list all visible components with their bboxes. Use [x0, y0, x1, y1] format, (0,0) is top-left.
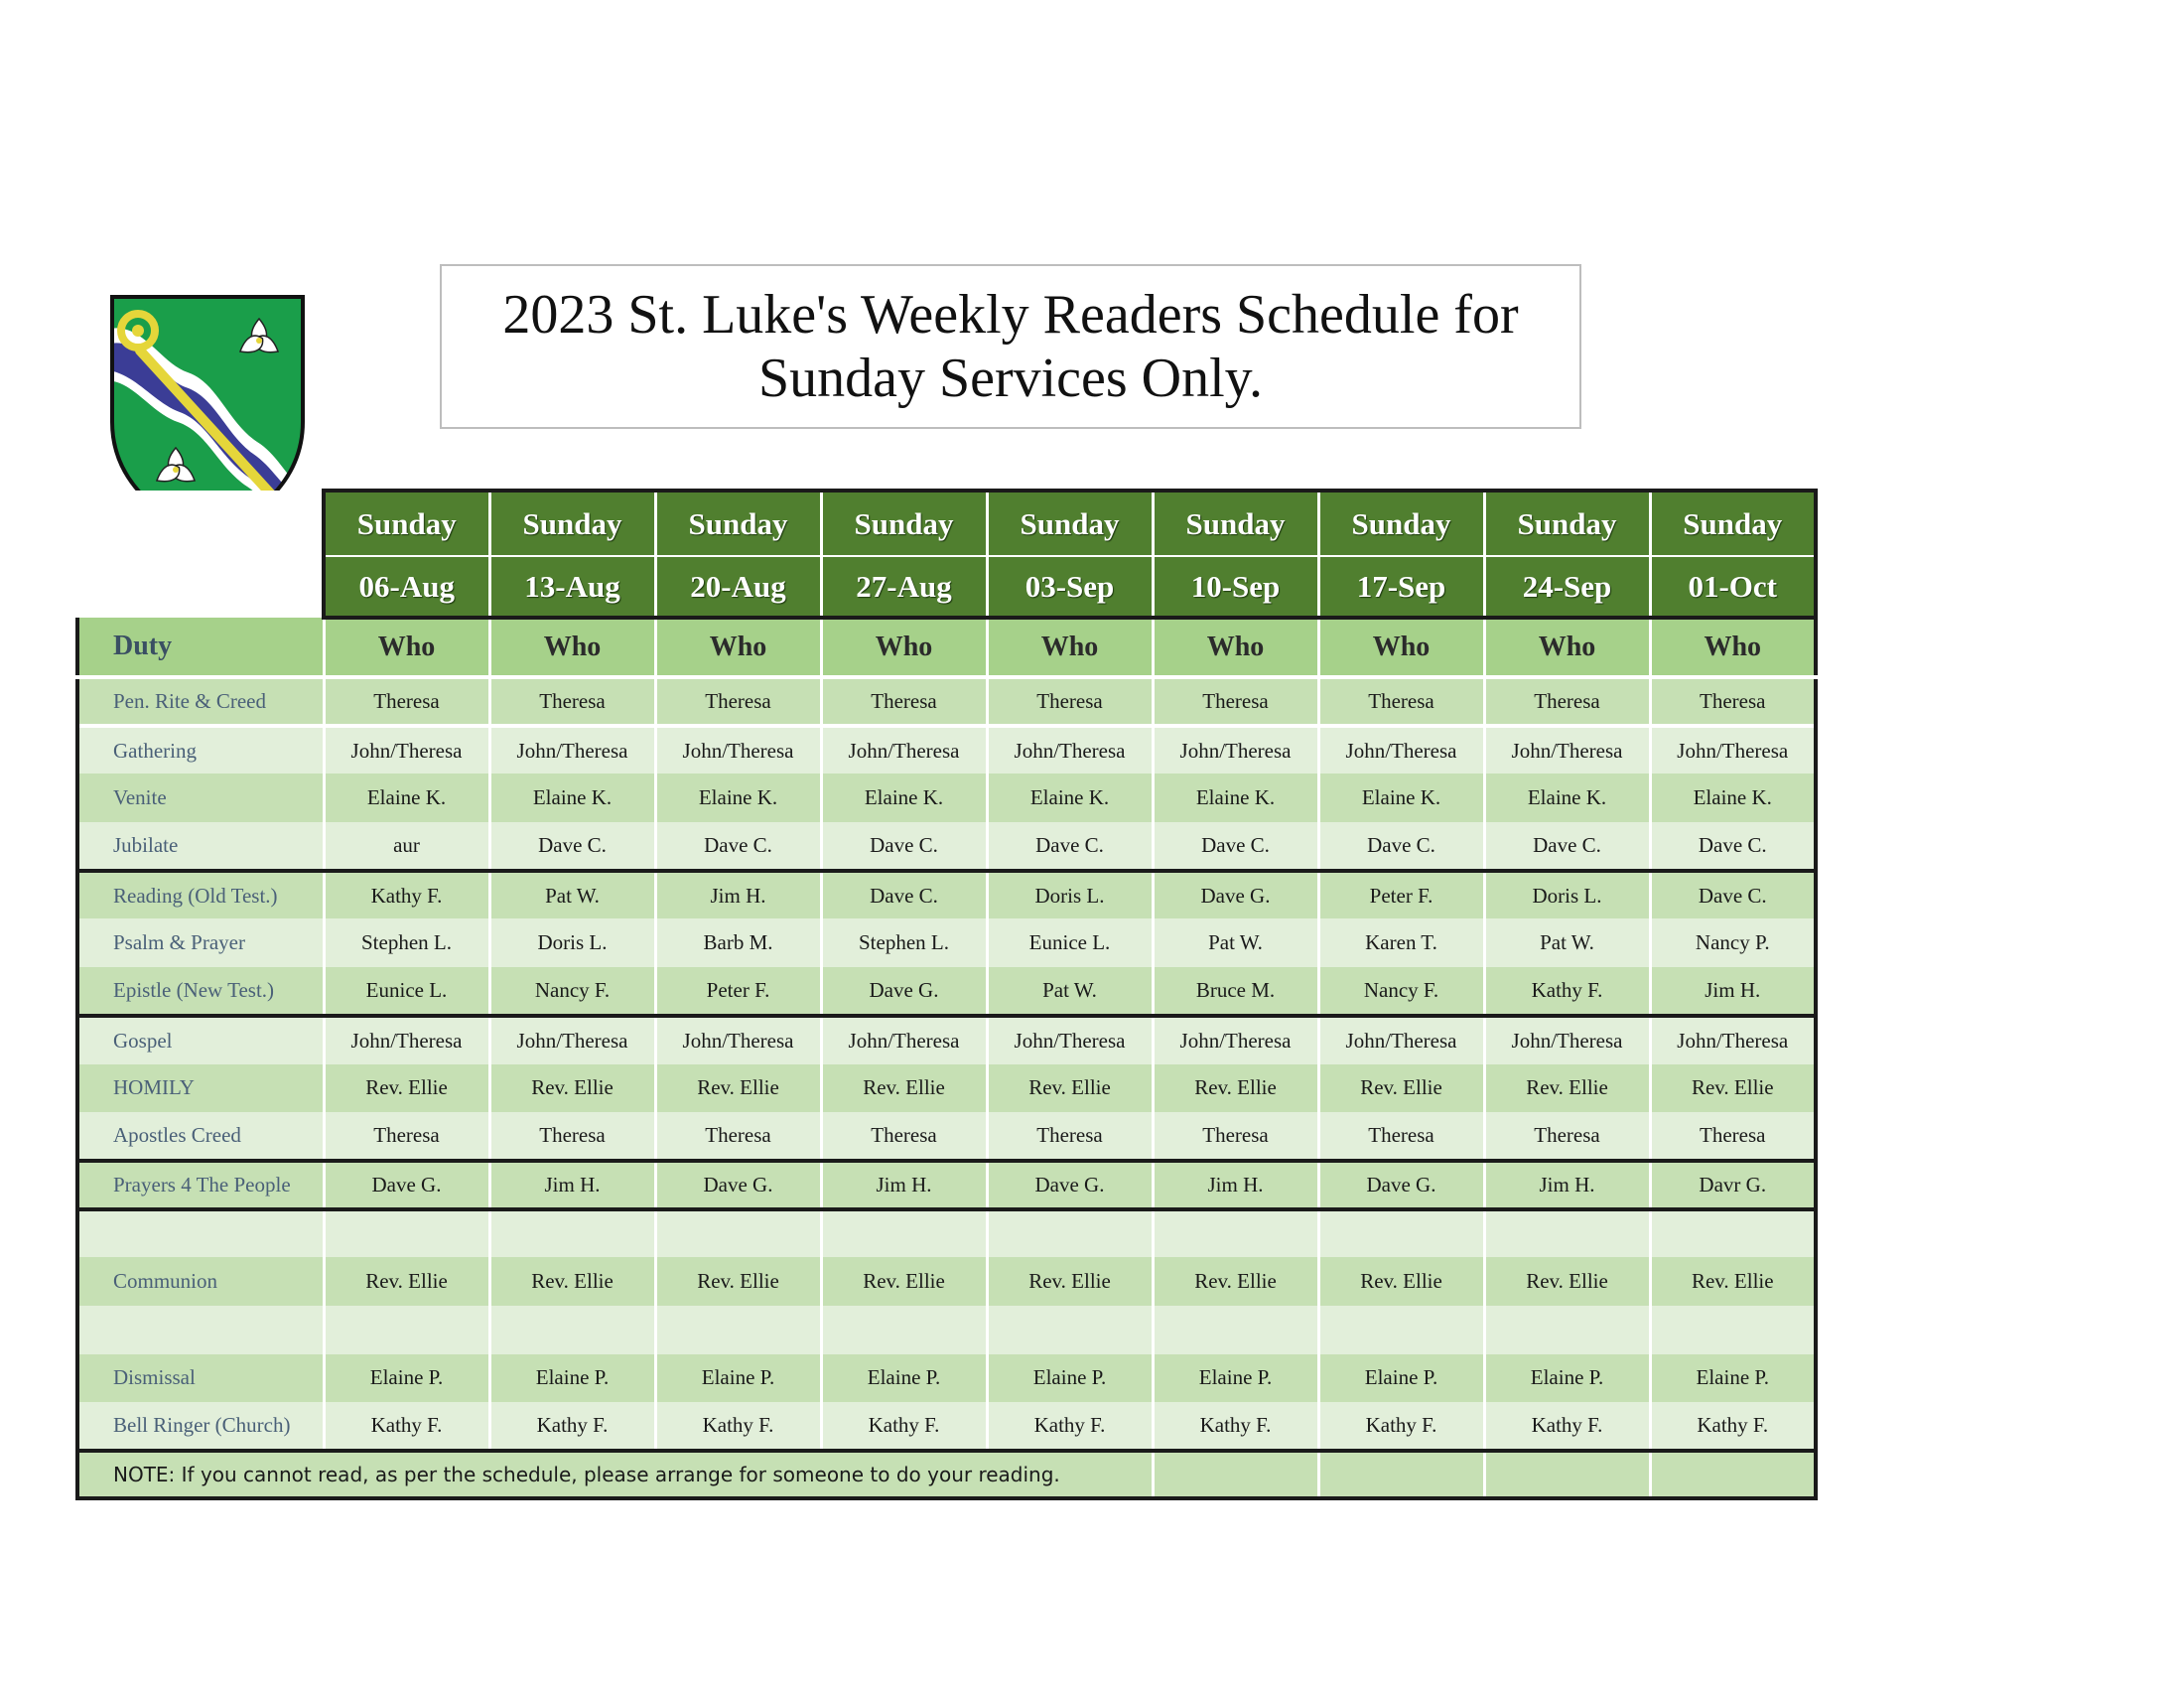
- header-day-cell: Sunday: [987, 491, 1153, 556]
- who-column-header: Who: [655, 618, 821, 677]
- header-date-cell: 20-Aug: [655, 556, 821, 618]
- note-filler-cell: [1153, 1451, 1318, 1498]
- duty-label: Epistle (New Test.): [77, 967, 324, 1016]
- reader-cell: Davr G.: [1650, 1161, 1816, 1209]
- reader-cell: Nancy F.: [489, 967, 655, 1016]
- reader-cell: [987, 1306, 1153, 1354]
- header-date-row: [77, 556, 1816, 618]
- reader-cell: John/Theresa: [1153, 1016, 1318, 1064]
- reader-cell: Pat W.: [987, 967, 1153, 1016]
- duty-label: Bell Ringer (Church): [77, 1402, 324, 1451]
- schedule-row: [77, 1064, 1816, 1113]
- reader-cell: Kathy F.: [489, 1402, 655, 1451]
- header-day-cell: Sunday: [489, 491, 655, 556]
- reader-cell: Pat W.: [1484, 918, 1650, 967]
- header-blank: [77, 556, 324, 618]
- schedule-row: [77, 726, 1816, 774]
- title-line-2: Sunday Services Only.: [757, 348, 1264, 409]
- reader-cell: Dave C.: [1153, 822, 1318, 871]
- reader-cell: Stephen L.: [324, 918, 489, 967]
- header-day-cell: Sunday: [1650, 491, 1816, 556]
- reader-cell: Dave G.: [1318, 1161, 1484, 1209]
- duty-label: Apostles Creed: [77, 1112, 324, 1161]
- reader-cell: Jim H.: [1650, 967, 1816, 1016]
- reader-cell: Kathy F.: [655, 1402, 821, 1451]
- who-column-header: Who: [821, 618, 987, 677]
- reader-cell: Dave C.: [1484, 822, 1650, 871]
- schedule-row: [77, 1161, 1816, 1209]
- reader-cell: [1318, 1209, 1484, 1258]
- reader-cell: Elaine P.: [821, 1354, 987, 1403]
- schedule-row: [77, 1402, 1816, 1451]
- who-column-header: Who: [1484, 618, 1650, 677]
- reader-cell: John/Theresa: [324, 1016, 489, 1064]
- reader-cell: Elaine K.: [1650, 774, 1816, 822]
- reader-cell: Eunice L.: [987, 918, 1153, 967]
- reader-cell: Eunice L.: [324, 967, 489, 1016]
- reader-cell: Theresa: [655, 677, 821, 726]
- reader-cell: Rev. Ellie: [1318, 1064, 1484, 1113]
- schedule-row: [77, 774, 1816, 822]
- reader-cell: Bruce M.: [1153, 967, 1318, 1016]
- reader-cell: Kathy F.: [1484, 967, 1650, 1016]
- reader-cell: Peter F.: [655, 967, 821, 1016]
- reader-cell: Doris L.: [489, 918, 655, 967]
- reader-cell: [821, 1209, 987, 1258]
- reader-cell: Pat W.: [489, 871, 655, 919]
- reader-cell: Elaine P.: [1318, 1354, 1484, 1403]
- note-filler-cell: [1650, 1451, 1816, 1498]
- reader-cell: Dave G.: [324, 1161, 489, 1209]
- header-day-cell: Sunday: [655, 491, 821, 556]
- who-column-header: Who: [1153, 618, 1318, 677]
- reader-cell: Elaine P.: [655, 1354, 821, 1403]
- reader-cell: John/Theresa: [1484, 726, 1650, 774]
- reader-cell: Rev. Ellie: [324, 1257, 489, 1306]
- reader-cell: Theresa: [1153, 677, 1318, 726]
- readers-schedule: [75, 489, 1818, 1500]
- reader-cell: Kathy F.: [1484, 1402, 1650, 1451]
- header-date-cell: 10-Sep: [1153, 556, 1318, 618]
- reader-cell: Nancy P.: [1650, 918, 1816, 967]
- duty-label: Prayers 4 The People: [77, 1161, 324, 1209]
- reader-cell: Rev. Ellie: [1153, 1257, 1318, 1306]
- schedule-row: [77, 918, 1816, 967]
- reader-cell: Kathy F.: [1318, 1402, 1484, 1451]
- note-row: [77, 1451, 1816, 1498]
- reader-cell: Elaine K.: [1153, 774, 1318, 822]
- reader-cell: Jim H.: [655, 871, 821, 919]
- reader-cell: Nancy F.: [1318, 967, 1484, 1016]
- who-column-header: Who: [1318, 618, 1484, 677]
- duty-label: Venite: [77, 774, 324, 822]
- reader-cell: Elaine K.: [324, 774, 489, 822]
- reader-cell: Doris L.: [987, 871, 1153, 919]
- duty-label: [77, 1209, 324, 1258]
- reader-cell: [1318, 1306, 1484, 1354]
- reader-cell: Theresa: [655, 1112, 821, 1161]
- reader-cell: Theresa: [1484, 677, 1650, 726]
- reader-cell: Elaine K.: [655, 774, 821, 822]
- reader-cell: John/Theresa: [1484, 1016, 1650, 1064]
- reader-cell: Rev. Ellie: [987, 1257, 1153, 1306]
- reader-cell: Theresa: [987, 1112, 1153, 1161]
- reader-cell: [821, 1306, 987, 1354]
- duty-label: Psalm & Prayer: [77, 918, 324, 967]
- reader-cell: John/Theresa: [489, 1016, 655, 1064]
- reader-cell: Theresa: [1153, 1112, 1318, 1161]
- reader-cell: Elaine P.: [987, 1354, 1153, 1403]
- schedule-body: [77, 677, 1816, 1451]
- duty-column-header: Duty: [77, 618, 324, 677]
- reader-cell: Rev. Ellie: [324, 1064, 489, 1113]
- duty-label: [77, 1306, 324, 1354]
- reader-cell: Stephen L.: [821, 918, 987, 967]
- reader-cell: Dave C.: [1650, 822, 1816, 871]
- reader-cell: Rev. Ellie: [987, 1064, 1153, 1113]
- reader-cell: Elaine K.: [987, 774, 1153, 822]
- reader-cell: Theresa: [1650, 1112, 1816, 1161]
- reader-cell: Rev. Ellie: [821, 1064, 987, 1113]
- header-date-cell: 03-Sep: [987, 556, 1153, 618]
- duty-label: HOMILY: [77, 1064, 324, 1113]
- schedule-row: [77, 1306, 1816, 1354]
- reader-cell: Theresa: [489, 677, 655, 726]
- reader-cell: John/Theresa: [655, 726, 821, 774]
- reader-cell: Karen T.: [1318, 918, 1484, 967]
- reader-cell: John/Theresa: [821, 726, 987, 774]
- reader-cell: Dave C.: [1650, 871, 1816, 919]
- note-filler-cell: [1484, 1451, 1650, 1498]
- reader-cell: Jim H.: [489, 1161, 655, 1209]
- header-day-cell: Sunday: [1484, 491, 1650, 556]
- reader-cell: John/Theresa: [655, 1016, 821, 1064]
- header-date-cell: 01-Oct: [1650, 556, 1816, 618]
- reader-cell: Peter F.: [1318, 871, 1484, 919]
- header-day-cell: Sunday: [1318, 491, 1484, 556]
- reader-cell: Theresa: [1484, 1112, 1650, 1161]
- who-column-header: Who: [324, 618, 489, 677]
- reader-cell: Kathy F.: [1153, 1402, 1318, 1451]
- duty-label: Gospel: [77, 1016, 324, 1064]
- reader-cell: [324, 1306, 489, 1354]
- reader-cell: John/Theresa: [821, 1016, 987, 1064]
- header-who-row: [77, 618, 1816, 677]
- note-filler-cell: [1318, 1451, 1484, 1498]
- reader-cell: Dave C.: [489, 822, 655, 871]
- reader-cell: John/Theresa: [987, 726, 1153, 774]
- reader-cell: Kathy F.: [324, 871, 489, 919]
- reader-cell: Dave G.: [655, 1161, 821, 1209]
- header-day-row: [77, 491, 1816, 556]
- schedule-row: [77, 871, 1816, 919]
- schedule-row: [77, 1209, 1816, 1258]
- reader-cell: Elaine P.: [324, 1354, 489, 1403]
- reader-cell: [1153, 1209, 1318, 1258]
- reader-cell: Theresa: [987, 677, 1153, 726]
- reader-cell: Jim H.: [821, 1161, 987, 1209]
- reader-cell: [987, 1209, 1153, 1258]
- reader-cell: Dave C.: [821, 822, 987, 871]
- reader-cell: Elaine K.: [489, 774, 655, 822]
- reader-cell: Rev. Ellie: [1153, 1064, 1318, 1113]
- title-line-1: 2023 St. Luke's Weekly Readers Schedule for: [502, 284, 1519, 346]
- reader-cell: Rev. Ellie: [821, 1257, 987, 1306]
- duty-label: Communion: [77, 1257, 324, 1306]
- reader-cell: Kathy F.: [987, 1402, 1153, 1451]
- schedule-row: [77, 677, 1816, 726]
- reader-cell: [655, 1209, 821, 1258]
- schedule-note: NOTE: If you cannot read, as per the schedule, please arrange for someone to do your reading.: [77, 1451, 1153, 1498]
- schedule-row: [77, 1016, 1816, 1064]
- duty-label: Dismissal: [77, 1354, 324, 1403]
- reader-cell: Theresa: [324, 677, 489, 726]
- reader-cell: Barb M.: [655, 918, 821, 967]
- schedule-row: [77, 822, 1816, 871]
- reader-cell: John/Theresa: [489, 726, 655, 774]
- reader-cell: John/Theresa: [987, 1016, 1153, 1064]
- header-date-cell: 27-Aug: [821, 556, 987, 618]
- header-date-cell: 06-Aug: [324, 556, 489, 618]
- reader-cell: Elaine K.: [821, 774, 987, 822]
- reader-cell: John/Theresa: [324, 726, 489, 774]
- who-column-header: Who: [987, 618, 1153, 677]
- reader-cell: Rev. Ellie: [1318, 1257, 1484, 1306]
- reader-cell: Dave C.: [1318, 822, 1484, 871]
- reader-cell: Rev. Ellie: [489, 1257, 655, 1306]
- reader-cell: Rev. Ellie: [1650, 1064, 1816, 1113]
- reader-cell: Theresa: [489, 1112, 655, 1161]
- reader-cell: Dave C.: [987, 822, 1153, 871]
- schedule-row: [77, 967, 1816, 1016]
- schedule-row: [77, 1112, 1816, 1161]
- reader-cell: Kathy F.: [324, 1402, 489, 1451]
- who-column-header: Who: [1650, 618, 1816, 677]
- reader-cell: Theresa: [821, 677, 987, 726]
- page-title: [440, 264, 1581, 429]
- reader-cell: John/Theresa: [1318, 726, 1484, 774]
- reader-cell: Rev. Ellie: [1484, 1257, 1650, 1306]
- reader-cell: [1153, 1306, 1318, 1354]
- reader-cell: Jim H.: [1153, 1161, 1318, 1209]
- reader-cell: John/Theresa: [1318, 1016, 1484, 1064]
- who-column-header: Who: [489, 618, 655, 677]
- header-day-cell: Sunday: [1153, 491, 1318, 556]
- duty-label: Jubilate: [77, 822, 324, 871]
- header-date-cell: 24-Sep: [1484, 556, 1650, 618]
- reader-cell: Theresa: [1318, 1112, 1484, 1161]
- reader-cell: John/Theresa: [1650, 726, 1816, 774]
- reader-cell: Elaine P.: [489, 1354, 655, 1403]
- header-date-cell: 17-Sep: [1318, 556, 1484, 618]
- header-date-cell: 13-Aug: [489, 556, 655, 618]
- reader-cell: [1650, 1209, 1816, 1258]
- reader-cell: John/Theresa: [1650, 1016, 1816, 1064]
- reader-cell: Pat W.: [1153, 918, 1318, 967]
- schedule-row: [77, 1354, 1816, 1403]
- reader-cell: Kathy F.: [821, 1402, 987, 1451]
- reader-cell: [655, 1306, 821, 1354]
- reader-cell: Theresa: [324, 1112, 489, 1161]
- reader-cell: Elaine K.: [1318, 774, 1484, 822]
- reader-cell: Rev. Ellie: [1650, 1257, 1816, 1306]
- reader-cell: Jim H.: [1484, 1161, 1650, 1209]
- reader-cell: Elaine P.: [1153, 1354, 1318, 1403]
- duty-label: Pen. Rite & Creed: [77, 677, 324, 726]
- reader-cell: Dave G.: [987, 1161, 1153, 1209]
- reader-cell: Rev. Ellie: [655, 1257, 821, 1306]
- reader-cell: Dave G.: [821, 967, 987, 1016]
- reader-cell: Rev. Ellie: [655, 1064, 821, 1113]
- header-day-cell: Sunday: [821, 491, 987, 556]
- reader-cell: Theresa: [821, 1112, 987, 1161]
- reader-cell: [489, 1306, 655, 1354]
- schedule-row: [77, 1257, 1816, 1306]
- reader-cell: Doris L.: [1484, 871, 1650, 919]
- reader-cell: John/Theresa: [1153, 726, 1318, 774]
- reader-cell: [489, 1209, 655, 1258]
- reader-cell: Dave C.: [655, 822, 821, 871]
- reader-cell: Rev. Ellie: [489, 1064, 655, 1113]
- reader-cell: Elaine P.: [1484, 1354, 1650, 1403]
- schedule-table: [75, 489, 1818, 1500]
- reader-cell: Elaine P.: [1650, 1354, 1816, 1403]
- reader-cell: Theresa: [1650, 677, 1816, 726]
- duty-label: Gathering: [77, 726, 324, 774]
- reader-cell: [1484, 1306, 1650, 1354]
- header-day-cell: Sunday: [324, 491, 489, 556]
- reader-cell: Theresa: [1318, 677, 1484, 726]
- reader-cell: [324, 1209, 489, 1258]
- reader-cell: Rev. Ellie: [1484, 1064, 1650, 1113]
- reader-cell: Kathy F.: [1650, 1402, 1816, 1451]
- reader-cell: aur: [324, 822, 489, 871]
- reader-cell: [1650, 1306, 1816, 1354]
- duty-label: Reading (Old Test.): [77, 871, 324, 919]
- reader-cell: Dave C.: [821, 871, 987, 919]
- reader-cell: Elaine K.: [1484, 774, 1650, 822]
- header-blank: [77, 491, 324, 556]
- reader-cell: Dave G.: [1153, 871, 1318, 919]
- reader-cell: [1484, 1209, 1650, 1258]
